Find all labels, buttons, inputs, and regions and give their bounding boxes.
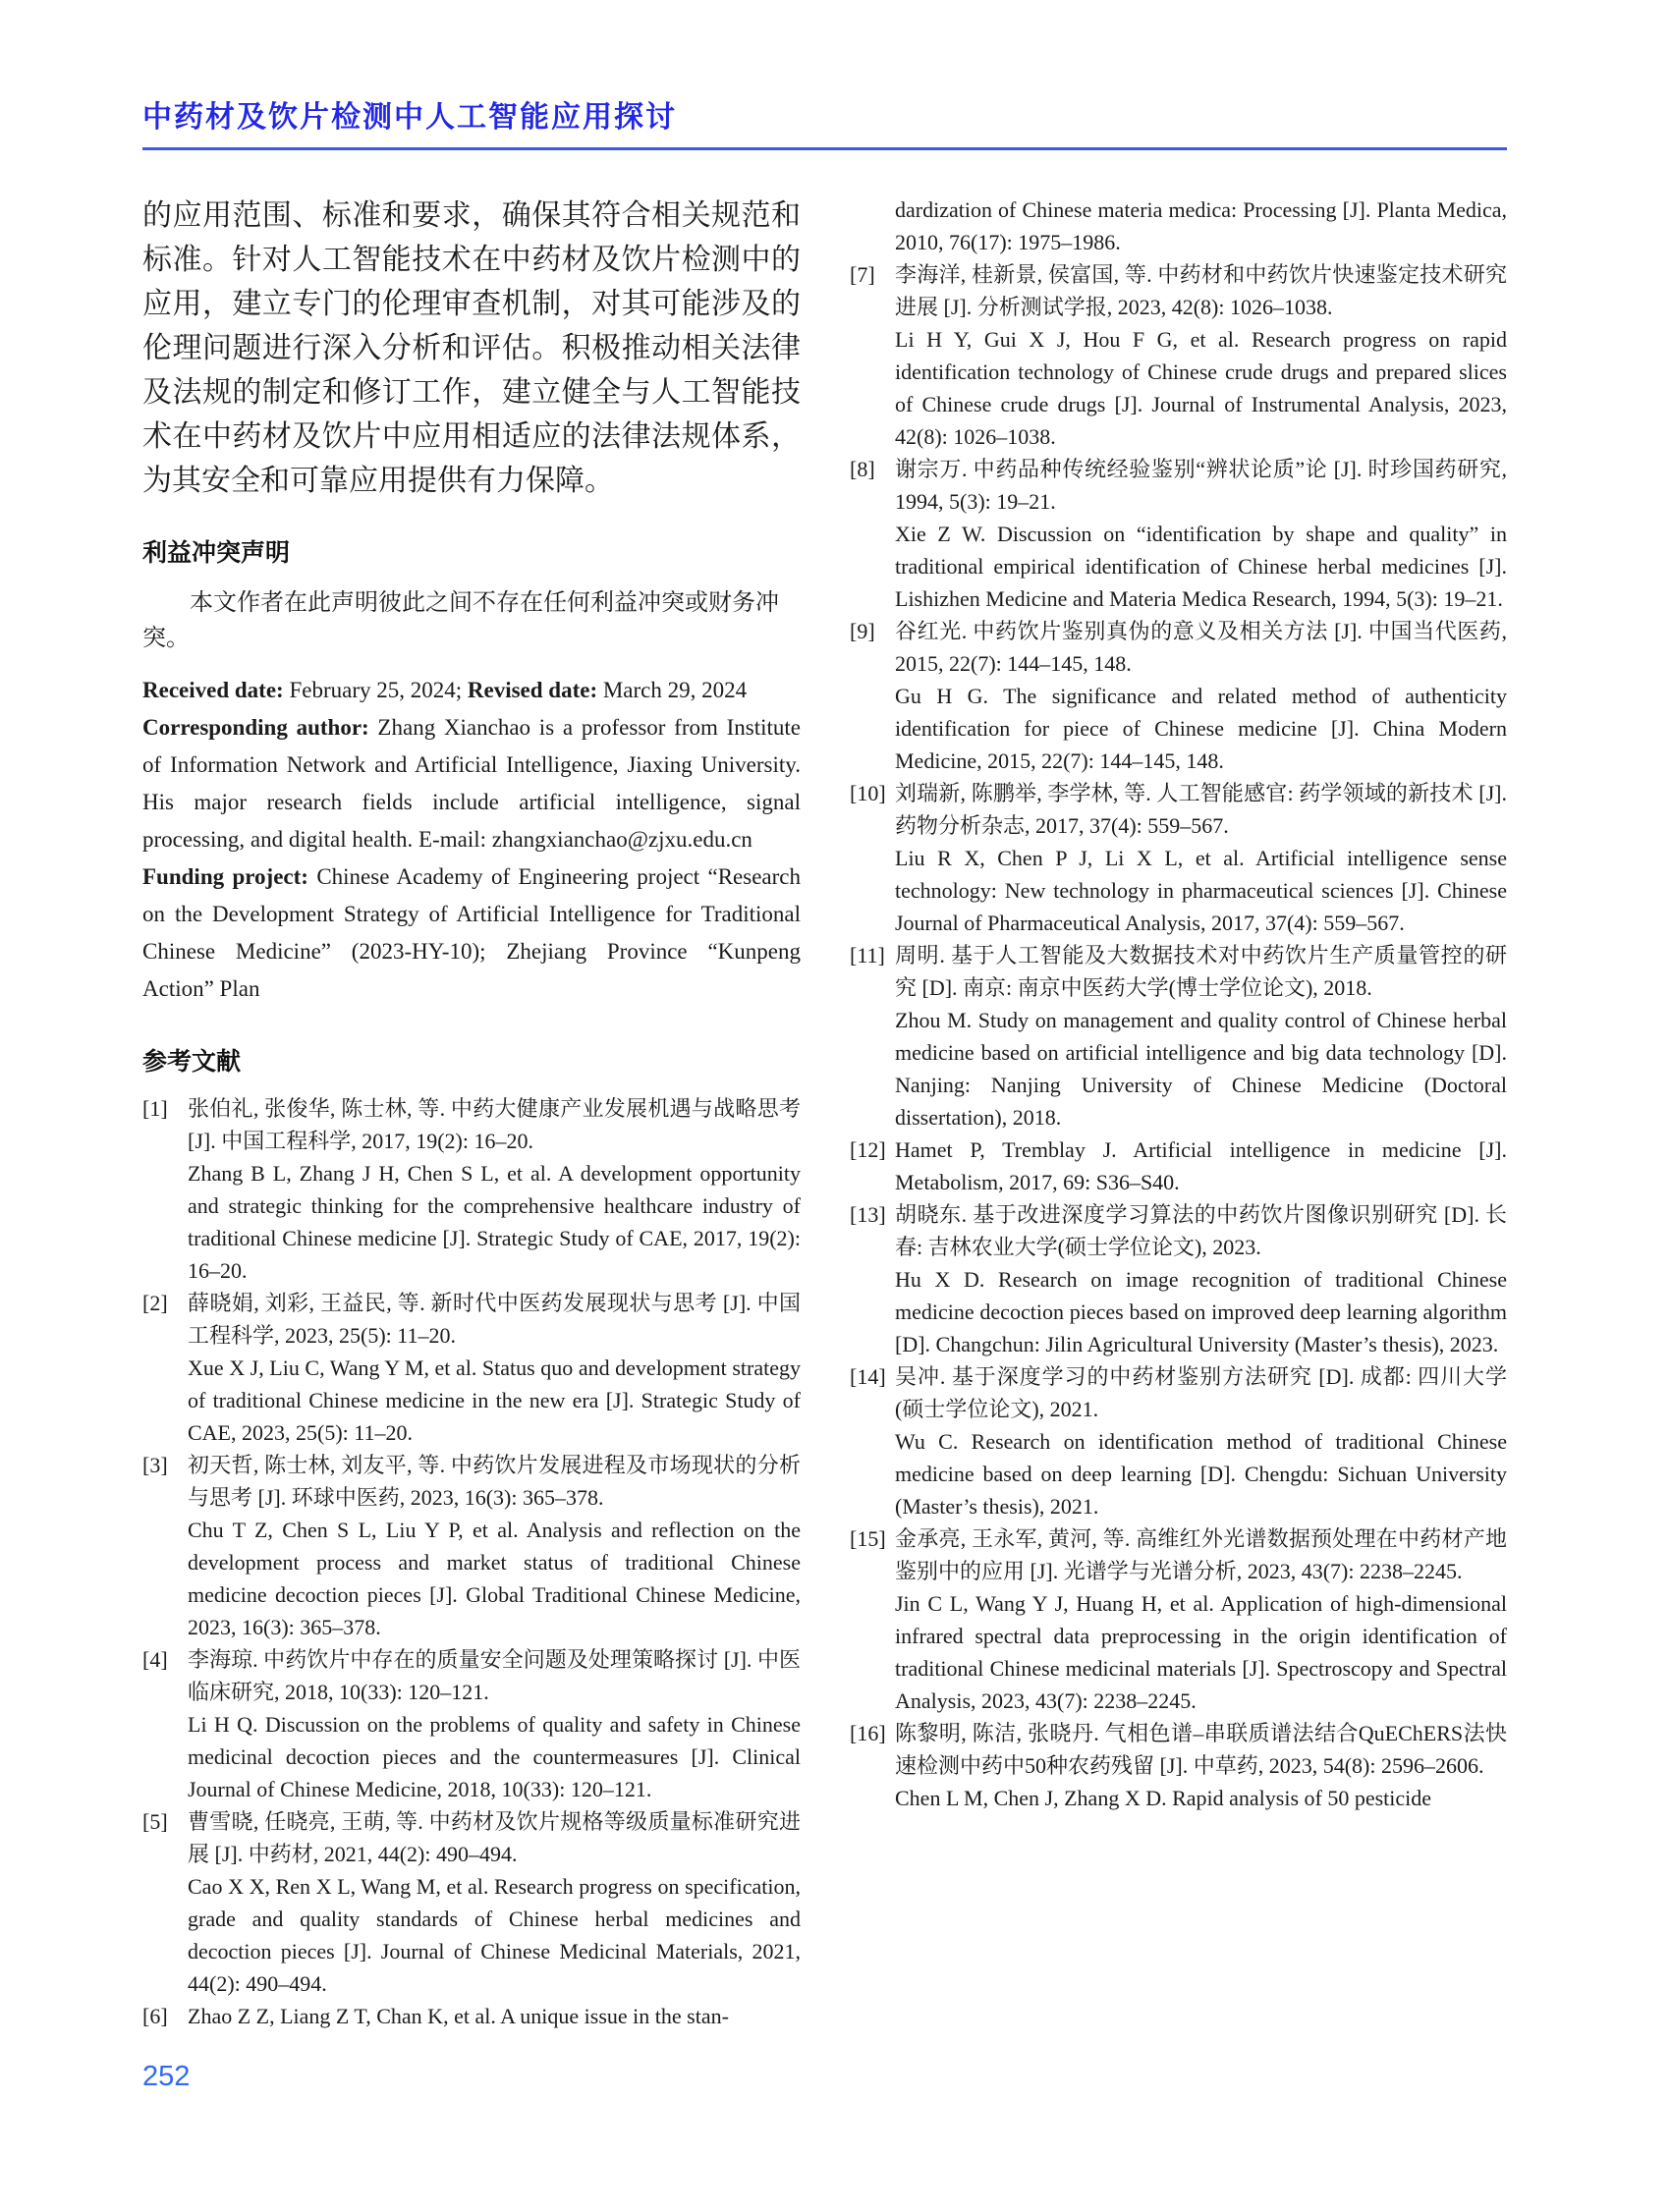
received-revised-line bbox=[142, 672, 801, 709]
reference-label: [8] bbox=[850, 457, 875, 481]
reference-text-en: Chen L M, Chen J, Zhang X D. Rapid analysis of 50 pesticide bbox=[895, 1786, 1432, 1810]
received-date-label: Received date: bbox=[142, 678, 284, 702]
reference-item-12 bbox=[850, 1134, 1507, 1198]
reference-item-14 bbox=[850, 1360, 1507, 1522]
reference-label: [16] bbox=[850, 1721, 886, 1745]
funding-project-label: Funding project: bbox=[142, 864, 308, 889]
reference-text-en: Wu C. Research on identification method of traditional Chinese medicine based on deep learning [D]. Chengdu: Sichuan University (Master’s thesis), 2021. bbox=[895, 1429, 1507, 1519]
reference-text-zh: 谷红光. 中药饮片鉴别真伪的意义及相关方法 [J]. 中国当代医药, 2015, 22(7): 144–145, 148. bbox=[895, 619, 1507, 676]
reference-label: [10] bbox=[850, 781, 886, 805]
reference-item-7 bbox=[850, 258, 1507, 453]
reference-text-en: Chu T Z, Chen S L, Liu Y P, et al. Analysis and reflection on the development process and market status of traditional Chinese medicine decoction pieces [J]. Global Traditional Chinese Medicine, 2023, 16(3): 365–378. bbox=[188, 1518, 801, 1639]
reference-item-13 bbox=[850, 1198, 1507, 1360]
reference-text-zh: 陈黎明, 陈洁, 张晓丹. 气相色谱–串联质谱法结合QuEChERS法快速检测中药中50种农药残留 [J]. 中草药, 2023, 54(8): 2596–2606. bbox=[895, 1721, 1507, 1778]
reference-text-en: Jin C L, Wang Y J, Huang H, et al. Application of high-dimensional infrared spectral data preprocessing in the origin identification of traditional Chinese medicinal materials [J]. Spectroscopy and Spectral Analysis, 2023, 43(7): 2238–2245. bbox=[895, 1591, 1507, 1713]
funding-project-text: Chinese Academy of Engineering project “Research on the Development Strategy of Artificial Intelligence for Traditional Chinese Medicine” (2023-HY-10); Zhejiang Province “Kunpeng Action” Plan bbox=[142, 864, 801, 1001]
reference-item-4 bbox=[142, 1643, 801, 1805]
reference-text-en: Xue X J, Liu C, Wang Y M, et al. Status quo and development strategy of traditional Chinese medicine in the new era [J]. Strategic Study of CAE, 2023, 25(5): 11–20. bbox=[188, 1355, 801, 1445]
reference-item-15 bbox=[850, 1522, 1507, 1717]
reference-item-2 bbox=[142, 1287, 801, 1449]
page-title: 中药材及饮片检测中人工智能应用探讨 bbox=[142, 101, 677, 134]
left-column bbox=[142, 194, 801, 2032]
reference-item-6 bbox=[142, 2000, 801, 2032]
right-column bbox=[850, 194, 1507, 2032]
references-heading: 参考文献 bbox=[142, 1048, 242, 1076]
reference-item-9 bbox=[850, 615, 1507, 777]
reference-label: [2] bbox=[142, 1291, 168, 1315]
reference-text-en: dardization of Chinese materia medica: Processing [J]. Planta Medica, 2010, 76(17): 1975–1986. bbox=[895, 197, 1507, 254]
intro-paragraph: 的应用范围、标准和要求，确保其符合相关规范和标准。针对人工智能技术在中药材及饮片检测中的应用，建立专门的伦理审查机制，对其可能涉及的伦理问题进行深入分析和评估。积极推动相关法律及法规的制定和修订工作，建立健全与人工智能技术在中药材及饮片中应用相适应的法律法规体系，为其安全和可靠应用提供有力保障。 bbox=[142, 199, 801, 497]
reference-label: [15] bbox=[850, 1526, 886, 1551]
conflict-of-interest-body: 本文作者在此声明彼此之间不存在任何利益冲突或财务冲突。 bbox=[142, 590, 779, 651]
reference-text-en: Hamet P, Tremblay J. Artificial intelligence in medicine [J]. Metabolism, 2017, 69: S36–S40. bbox=[895, 1137, 1507, 1194]
reference-item-16 bbox=[850, 1717, 1507, 1814]
reference-text-en: Zhang B L, Zhang J H, Chen S L, et al. A development opportunity and strategic thinking for the comprehensive healthcare industry of traditional Chinese medicine [J]. Strategic Study of CAE, 2017, 19(2): 16–20. bbox=[188, 1161, 801, 1283]
reference-item-8 bbox=[850, 453, 1507, 615]
reference-text-zh: 吴冲. 基于深度学习的中药材鉴别方法研究 [D]. 成都: 四川大学(硕士学位论文), 2021. bbox=[895, 1364, 1507, 1421]
reference-text-en: Li H Y, Gui X J, Hou F G, et al. Research progress on rapid identification technology of Chinese crude drugs and prepared slices of Chinese crude drugs [J]. Journal of Instrumental Analysis, 2023, 42(8): 1026–1038. bbox=[895, 327, 1507, 449]
reference-text-zh: 刘瑞新, 陈鹏举, 李学林, 等. 人工智能感官: 药学领域的新技术 [J]. 药物分析杂志, 2017, 37(4): 559–567. bbox=[895, 781, 1507, 838]
revised-date-label: Revised date: bbox=[467, 678, 598, 702]
reference-item-5 bbox=[142, 1805, 801, 2000]
revised-date-value: March 29, 2024 bbox=[597, 678, 748, 702]
reference-label: [9] bbox=[850, 619, 875, 643]
reference-text-zh: 李海洋, 桂新景, 侯富国, 等. 中药材和中药饮片快速鉴定技术研究进展 [J]. 分析测试学报, 2023, 42(8): 1026–1038. bbox=[895, 262, 1507, 319]
reference-text-en: Cao X X, Ren X L, Wang M, et al. Research progress on specification, grade and quality standards of Chinese herbal medicines and decoction pieces [J]. Journal of Chinese Medicinal Materials, 2021, 44(2): 490–494. bbox=[188, 1874, 801, 1996]
reference-text-zh: 周明. 基于人工智能及大数据技术对中药饮片生产质量管控的研究 [D]. 南京: 南京中医药大学(博士学位论文), 2018. bbox=[895, 943, 1507, 1000]
reference-label: [14] bbox=[850, 1364, 886, 1389]
reference-label: [13] bbox=[850, 1202, 886, 1227]
reference-label: [4] bbox=[142, 1647, 168, 1672]
reference-text-en: Liu R X, Chen P J, Li X L, et al. Artificial intelligence sense technology: New technology in pharmaceutical sciences [J]. Chinese Journal of Pharmaceutical Analysis, 2017, 37(4): 559–567. bbox=[895, 846, 1507, 935]
reference-item-11 bbox=[850, 939, 1507, 1134]
reference-label: [5] bbox=[142, 1809, 168, 1834]
reference-item-3 bbox=[142, 1449, 801, 1643]
reference-label: [11] bbox=[850, 943, 885, 968]
reference-label: [3] bbox=[142, 1453, 168, 1477]
reference-text-zh: 张伯礼, 张俊华, 陈士林, 等. 中药大健康产业发展机遇与战略思考 [J]. 中国工程科学, 2017, 19(2): 16–20. bbox=[188, 1096, 801, 1153]
article-meta bbox=[142, 672, 801, 1008]
reference-text-en: Li H Q. Discussion on the problems of quality and safety in Chinese medicinal decoction pieces and the countermeasures [J]. Clinical Journal of Chinese Medicine, 2018, 10(33): 120–121. bbox=[188, 1712, 801, 1801]
reference-item-10 bbox=[850, 777, 1507, 939]
reference-text-zh: 初天哲, 陈士林, 刘友平, 等. 中药饮片发展进程及市场现状的分析与思考 [J]. 环球中医药, 2023, 16(3): 365–378. bbox=[188, 1453, 801, 1510]
received-date-value: February 25, 2024; bbox=[283, 678, 468, 702]
reference-text-en: Hu X D. Research on image recognition of traditional Chinese medicine decoction pieces based on improved deep learning algorithm [D]. Changchun: Jilin Agricultural University (Master’s thesis), 2023. bbox=[895, 1267, 1507, 1356]
page-header bbox=[142, 100, 1507, 150]
reference-item-6-continued bbox=[850, 194, 1507, 258]
reference-text-zh: 李海琼. 中药饮片中存在的质量安全问题及处理策略探讨 [J]. 中医临床研究, 2018, 10(33): 120–121. bbox=[188, 1647, 801, 1704]
corresponding-author-line bbox=[142, 709, 801, 858]
reference-item-1 bbox=[142, 1092, 801, 1287]
two-column-body bbox=[142, 194, 1507, 2032]
article-page bbox=[142, 100, 1507, 2032]
reference-text-en: Zhao Z Z, Liang Z T, Chan K, et al. A unique issue in the stan- bbox=[188, 2004, 729, 2028]
page-number: 252 bbox=[142, 2061, 191, 2092]
reference-text-en: Xie Z W. Discussion on “identification by shape and quality” in traditional empirical identification of Chinese herbal medicines [J]. Lishizhen Medicine and Materia Medica Research, 1994, 5(3): 19–21. bbox=[895, 522, 1507, 611]
corresponding-author-label: Corresponding author: bbox=[142, 715, 369, 740]
reference-label: [1] bbox=[142, 1096, 168, 1121]
conflict-of-interest-heading: 利益冲突声明 bbox=[142, 539, 291, 567]
reference-label: [7] bbox=[850, 262, 875, 287]
reference-text-en: Zhou M. Study on management and quality control of Chinese herbal medicine based on artificial intelligence and big data technology [D]. Nanjing: Nanjing University of Chinese Medicine (Doctoral dissertation), 2018. bbox=[895, 1008, 1507, 1130]
reference-text-en: Gu H G. The significance and related method of authenticity identification for piece of Chinese medicine [J]. China Modern Medicine, 2015, 22(7): 144–145, 148. bbox=[895, 684, 1507, 773]
reference-label: [12] bbox=[850, 1137, 886, 1162]
reference-text-zh: 金承亮, 王永军, 黄河, 等. 高维红外光谱数据预处理在中药材产地鉴别中的应用 [J]. 光谱学与光谱分析, 2023, 43(7): 2238–2245. bbox=[895, 1526, 1507, 1583]
reference-text-zh: 胡晓东. 基于改进深度学习算法的中药饮片图像识别研究 [D]. 长春: 吉林农业大学(硕士学位论文), 2023. bbox=[895, 1202, 1507, 1259]
funding-project-line bbox=[142, 858, 801, 1008]
reference-label: [6] bbox=[142, 2004, 168, 2028]
corresponding-author-text: Zhang Xianchao is a professor from Institute of Information Network and Artificial Intelligence, Jiaxing University. His major research fields include artificial intelligence, signal processing, and digital health. E-mail: zhangxianchao@zjxu.edu.cn bbox=[142, 715, 802, 852]
reference-text-zh: 谢宗万. 中药品种传统经验鉴别“辨状论质”论 [J]. 时珍国药研究, 1994, 5(3): 19–21. bbox=[895, 457, 1507, 514]
reference-text-zh: 薛晓娟, 刘彩, 王益民, 等. 新时代中医药发展现状与思考 [J]. 中国工程科学, 2023, 25(5): 11–20. bbox=[188, 1291, 801, 1348]
reference-text-zh: 曹雪晓, 任晓亮, 王萌, 等. 中药材及饮片规格等级质量标准研究进展 [J]. 中药材, 2021, 44(2): 490–494. bbox=[188, 1809, 801, 1866]
